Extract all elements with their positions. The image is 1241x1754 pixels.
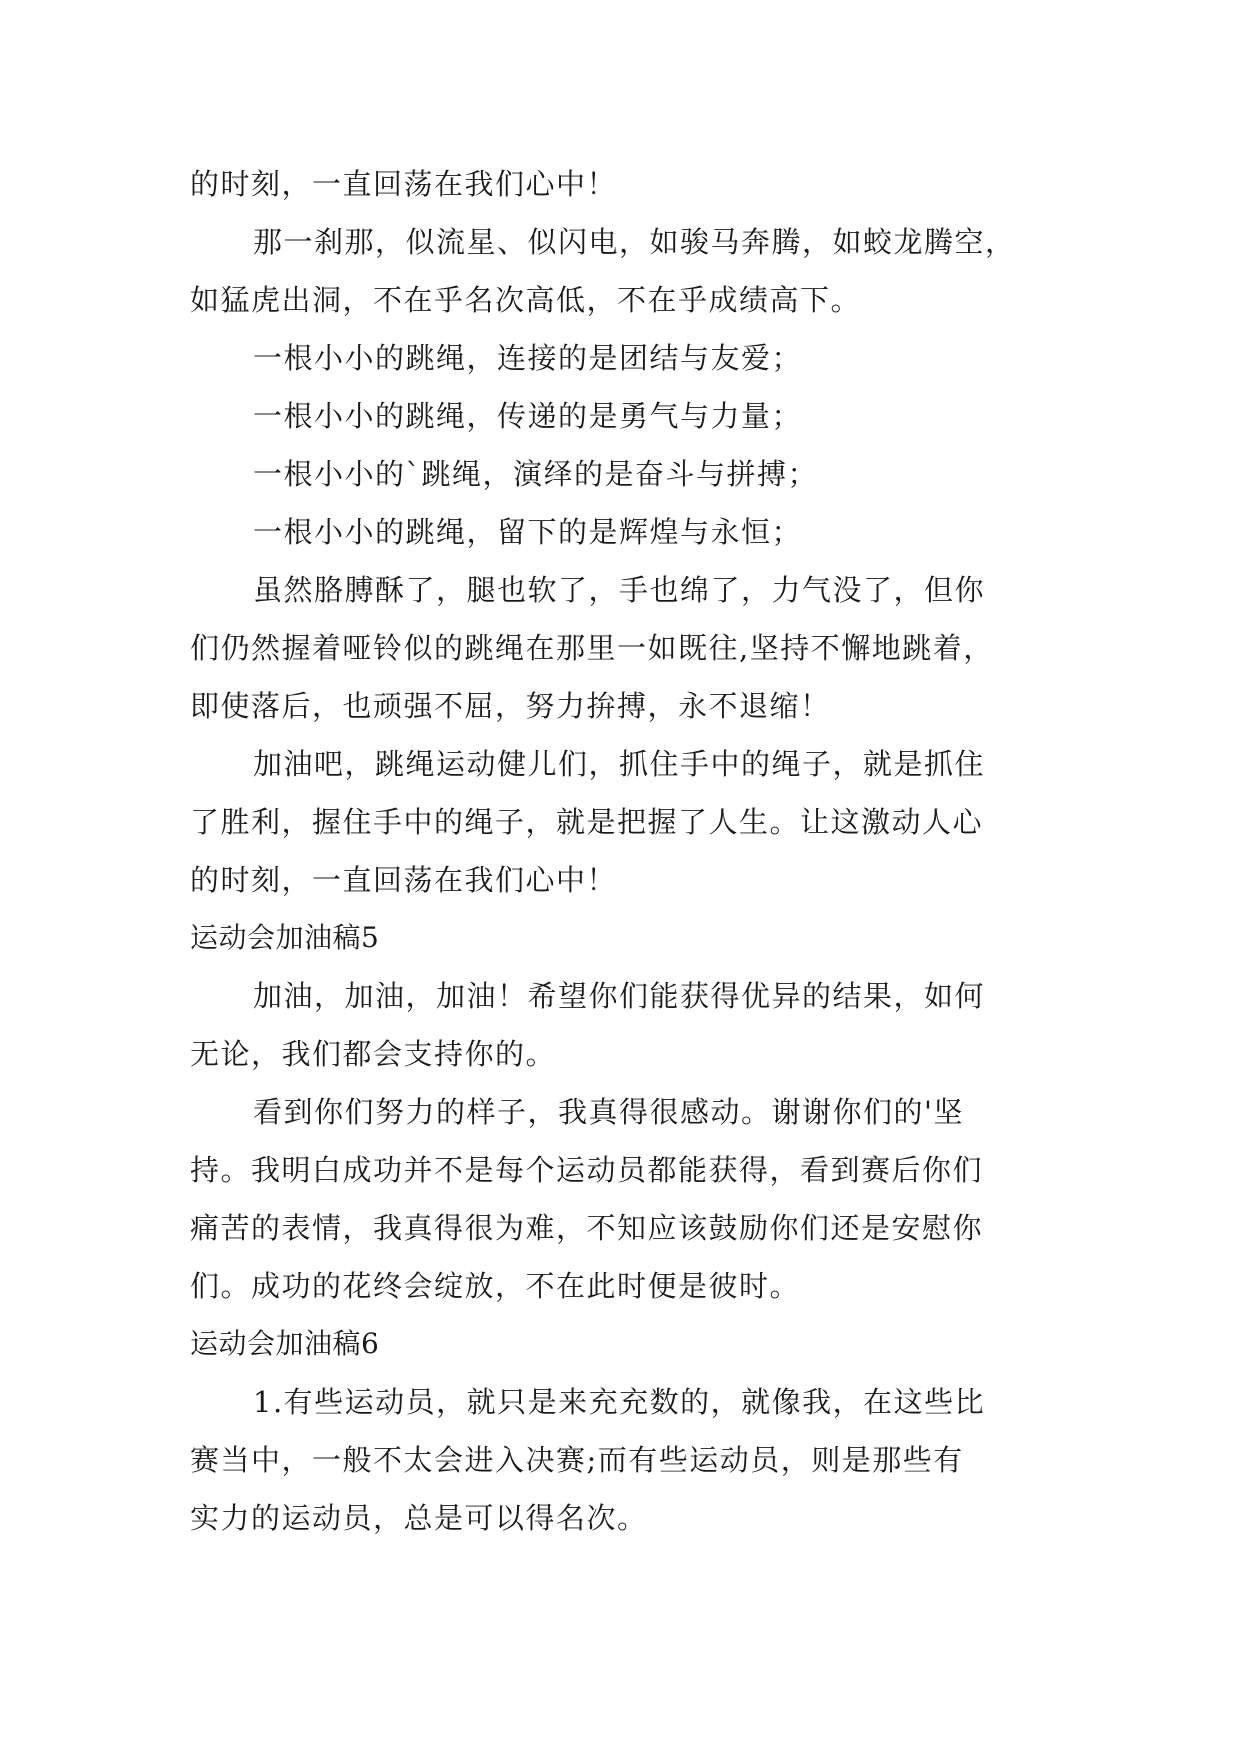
text-line: 一根小小的跳绳，连接的是团结与友爱； [253, 341, 803, 375]
text-line: 们仍然握着哑铃似的跳绳在那里一如既往,坚持不懈地跳着， [190, 631, 994, 665]
section-heading: 运动会加油稿6 [190, 1327, 380, 1360]
text-line: 的时刻，一直回荡在我们心中！ [190, 863, 618, 897]
text-line: 1.有些运动员，就只是来充充数的，就像我，在这些比 [253, 1385, 986, 1419]
text-line: 了胜利，握住手中的绳子，就是把握了人生。让这激动人心 [190, 805, 984, 839]
text-line: 们。成功的花终会绽放，不在此时便是彼时。 [190, 1269, 801, 1303]
document-body [190, 155, 1055, 1547]
text-line: 一根小小的跳绳，传递的是勇气与力量； [253, 399, 803, 433]
text-line: 一根小小的跳绳，留下的是辉煌与永恒； [253, 515, 803, 549]
text-line: 那一刹那，似流星、似闪电，如骏马奔腾，如蛟龙腾空， [253, 225, 1016, 259]
text-line: 一根小小的`跳绳，演绎的是奋斗与拼搏； [253, 457, 819, 491]
text-line: 实力的运动员，总是可以得名次。 [190, 1501, 648, 1535]
text-line: 即使落后，也顽强不屈，努力拚搏，永不退缩！ [190, 689, 831, 723]
text-line: 的时刻，一直回荡在我们心中！ [190, 167, 618, 201]
text-line: 赛当中，一般不太会进入决赛;而有些运动员，则是那些有 [190, 1443, 964, 1477]
text-line: 看到你们努力的样子，我真得很感动。谢谢你们的'坚 [253, 1095, 964, 1129]
text-line: 无论，我们都会支持你的。 [190, 1037, 557, 1071]
text-line: 持。我明白成功并不是每个运动员都能获得，看到赛后你们 [190, 1153, 984, 1187]
text-line: 痛苦的表情，我真得很为难，不知应该鼓励你们还是安慰你 [190, 1211, 984, 1245]
text-line: 虽然胳膊酥了，腿也软了，手也绵了，力气没了，但你 [253, 573, 986, 607]
section-heading: 运动会加油稿5 [190, 921, 380, 954]
text-line: 如猛虎出洞，不在乎名次高低，不在乎成绩高下。 [190, 283, 862, 317]
text-line: 加油，加油，加油！希望你们能获得优异的结果，如何 [253, 979, 986, 1013]
text-line: 加油吧，跳绳运动健儿们，抓住手中的绳子，就是抓住 [253, 747, 986, 781]
